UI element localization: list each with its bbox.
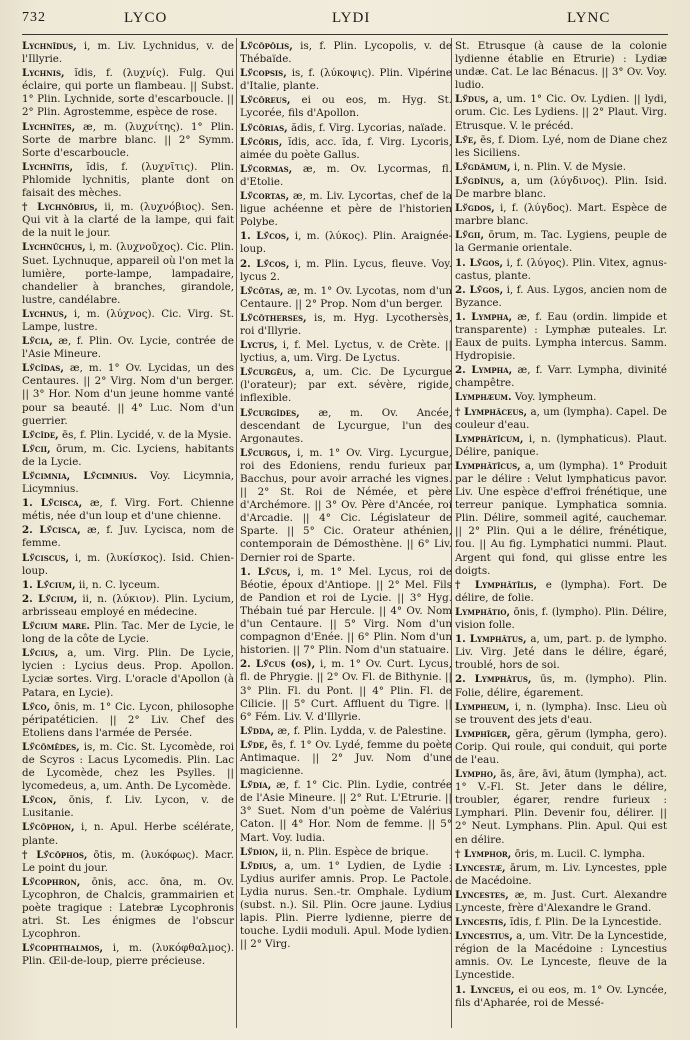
entry-definition: æ, f. Eau (ordin. limpide et transparente) : Lymphæ putealеs. Lr. Eaux de puits. Lympha intercus. Samm. Hydropisie. xyxy=(455,310,667,363)
entry-definition: ēs, f. 1° Ov. Lydé, femme du poète Antimaque. || 2° Juv. Nom d'une magicienne. xyxy=(240,738,452,778)
entry-headword: Lўcormas, xyxy=(240,162,293,175)
entry-headword: † Lўcŏphos, xyxy=(22,848,88,861)
entry-definition: i, f. (λύγδος). Mart. Espèce de marbre blanc. xyxy=(455,202,667,228)
entry-definition: ēs, f. Plin. Lycidé, v. de la Mysie. xyxy=(58,428,232,441)
dictionary-entry xyxy=(455,175,667,201)
entry-definition: a, um. Virg. Plin. De Lycie, lycien : Lycius deus. Prop. Apollon. Lyciæ sortes. Virg. L'oracle d'Apollon (à Patara, en Lycie). xyxy=(22,647,234,699)
column-divider xyxy=(236,38,237,1028)
entry-headword: 2. Lўcus (os), xyxy=(240,658,316,671)
entry-definition: æ, m. Liv. Lycortas, chef de la ligue achéenne et père de l'historien Polybe. xyxy=(240,190,452,229)
guide-word-middle: LYDI xyxy=(332,10,371,26)
dictionary-entry xyxy=(455,728,667,767)
dictionary-entry xyxy=(240,285,452,311)
dictionary-entry xyxy=(22,524,234,550)
dictionary-entry xyxy=(455,673,667,699)
entry-headword: † Lymphăceus, xyxy=(455,405,528,418)
entry-definition: æ, m. 1° Ov. Lycidas, un des Centaures. || 2° Virg. Nom d'un berger. || 3° Hor. Nom d'un jeune homme vanté pour sa beauté. || 4° Luc. Nom d'un guerrier. xyxy=(22,362,234,427)
dictionary-entry xyxy=(455,579,667,605)
entry-headword: 1. Lympha, xyxy=(455,310,513,323)
entry-definition: ĭdis, acc. ĭda, f. Virg. Lycoris, aimée du poète Gallus. xyxy=(240,135,452,161)
dictionary-entry xyxy=(455,93,667,132)
entry-headword: Lyncestæ, xyxy=(455,861,506,874)
dictionary-entry xyxy=(455,391,667,404)
dictionary-entry xyxy=(240,190,452,229)
entry-headword: Lychnīdus, xyxy=(22,40,77,52)
entry-headword: Lўcurgēus, xyxy=(240,366,297,379)
entry-headword: Lyncestis, xyxy=(455,916,507,929)
dictionary-entry xyxy=(22,821,234,847)
entry-headword: 1. Lўcos, xyxy=(240,230,290,243)
entry-definition: ōnis, m. 1° Cic. Lycon, philosophe péripatéticien. || 2° Liv. Chef des Etoliens dans l'armée de Persée. xyxy=(22,700,234,739)
column-right xyxy=(455,40,667,1011)
entry-headword: Lўcōrias, xyxy=(240,121,288,134)
dictionary-entry xyxy=(455,40,667,92)
entry-headword: 1. Lynceus, xyxy=(455,983,515,996)
entry-definition: i, m. 1° Mel. Lycus, roi de Béotie, époux d'Antiope. || 2° Mel. Fils de Pandion et roi de Lycie. || 3° Hyg. Thébain tué par Hercule. || 4° Ov. Nom d'un Centaure. || 5° Virg. Nom d'un compagnon d'Enée. || 6° Plin. Nom d'un historien. || 7° Plin. Nom d'un statuaire. xyxy=(240,565,452,657)
entry-headword: Lychnus, xyxy=(22,307,68,320)
dictionary-entry xyxy=(240,725,452,738)
entry-headword: 2. Lўgos, xyxy=(455,283,504,296)
entry-definition: ōtis, m. (λυκόφως). Macr. Le point du jour. xyxy=(22,848,234,874)
dictionary-entry xyxy=(22,579,234,592)
dictionary-entry xyxy=(240,846,452,859)
dictionary-entry xyxy=(455,862,667,888)
dictionary-entry xyxy=(455,202,667,228)
entry-definition: i, m. (λυκόφθαλμος). Plin. Œil-de-loup, pierre précieuse. xyxy=(22,942,234,968)
entry-definition: St. Etrusque (à cause de la colonie lydienne établie en Etrurie) : Lydiæ undæ. Cat. Le lac Bénacus. || 3° Ov. Voy. ludio. xyxy=(455,40,667,92)
entry-definition: is, m. Cic. St. Lycomède, roi de Scyros : Lacus Lycomedis. Plin. Lac de Lycomède, chez les Psylles. || lycomedeus, a, um. Anth. De Lycomède. xyxy=(22,740,234,793)
entry-definition: i, f. (λύγος). Plin. Vitex, agnus-castus, plante. xyxy=(455,256,667,282)
entry-definition: is, f. (λύκοψις). Plin. Vipérine d'Italie, plante. xyxy=(240,67,452,93)
entry-headword: Lўe, xyxy=(455,133,477,146)
entry-headword: Lymphātio, xyxy=(455,605,511,618)
entry-headword: Lўcius, xyxy=(22,647,59,660)
entry-headword: 2. Lymphātus, xyxy=(455,673,532,686)
entry-headword: Lўcŏphon, xyxy=(22,821,75,834)
entry-definition: ii, n. C. lyceum. xyxy=(75,578,160,591)
entry-definition: i, f. Mel. Lyctus, v. de Crète. || lyctius, a, um. Virg. De Lyctus. xyxy=(240,339,452,365)
entry-headword: † Lymphātĭlis, xyxy=(455,578,538,591)
dictionary-entry xyxy=(240,122,452,135)
dictionary-entry xyxy=(455,633,667,672)
entry-definition: ōnis, f. (lympho). Plin. Délire, vision folle. xyxy=(455,605,667,632)
entry-headword: Lўdius, xyxy=(240,859,278,872)
entry-definition: ōrum, m. Tac. Lygiens, peuple de la Germanie orientale. xyxy=(455,229,667,255)
entry-headword: Lyncestes, xyxy=(455,888,509,901)
entry-definition: ēs, f. Diom. Lyé, nom de Diane chez les Siciliens. xyxy=(455,133,667,159)
dictionary-entry xyxy=(22,470,234,496)
entry-headword: Lўgii, xyxy=(455,229,485,242)
dictionary-entry xyxy=(455,848,667,861)
entry-definition: ōrum, m. Cic. Lyciens, habitants de la Lycie. xyxy=(22,442,234,468)
dictionary-entry xyxy=(455,916,667,929)
dictionary-entry xyxy=(240,566,452,658)
entry-headword: Lympho, xyxy=(455,768,497,781)
entry-definition: a, um. 1° Cic. Ov. Lydien. || lydi, orum. Cic. Les Lydiens. || 2° Plaut. Virg. Etrusque. V. le précéd. xyxy=(455,93,667,132)
dictionary-entry xyxy=(22,647,234,699)
page-number: 732 xyxy=(22,10,46,25)
entry-headword: Lўcophron, xyxy=(22,875,81,888)
entry-definition: e (lympha). Fort. De délire, de folie. xyxy=(455,578,667,604)
dictionary-entry xyxy=(22,620,234,646)
entry-definition: i, f. Aus. Lygos, ancien nom de Byzance. xyxy=(455,283,667,309)
entry-headword: Lўcurgus, xyxy=(240,446,292,459)
header-rule xyxy=(22,34,668,35)
entry-definition: i, m. (λύκος). Plin. Araignée-loup. xyxy=(240,230,452,256)
dictionary-entry xyxy=(22,552,234,578)
entry-definition: æ, f. Virg. Fort. Chienne métis, née d'un loup et d'une chienne. xyxy=(22,497,234,523)
dictionary-entry xyxy=(22,362,234,427)
entry-headword: Lўcopsis, xyxy=(240,67,287,80)
entry-headword: 2. Lympha, xyxy=(455,364,513,377)
dictionary-entry xyxy=(455,364,667,390)
entry-headword: Lymphĭger, xyxy=(455,727,511,740)
entry-definition: is, f. Plin. Lycopolis, v. de Thébaïde. xyxy=(240,40,452,66)
entry-definition: ei ou eos, m. Hyg. St. Lycorée, fils d'Apollon. xyxy=(240,94,452,120)
entry-definition: i, n. (lympha). Insc. Lieu où se trouvent des jets d'eau. xyxy=(455,700,667,726)
entry-definition: ĭdis, f. Plin. De la Lyncestide. xyxy=(506,916,662,929)
dictionary-entry xyxy=(22,876,234,941)
guide-word-right: LYNC xyxy=(567,10,611,26)
dictionary-entry xyxy=(240,230,452,256)
running-header xyxy=(22,10,668,32)
dictionary-entry xyxy=(240,40,452,66)
entry-headword: Lўcōtas, xyxy=(240,284,284,297)
entry-definition: ĭdis, f. (λυχνίς). Fulg. Qui éclaire, qui porte un flambeau. || Subst. 1° Plin. Lychnide, sorte d'escarboucle. || 2° Plin. Agrostemme, espèce de rose. xyxy=(22,67,234,119)
entry-definition: æ, m. (λυχνίτης). 1° Plin. Sorte de marbre blanc. || 2° Symm. Sorte d'escarboucle. xyxy=(22,120,234,159)
entry-definition: æ, m. Ov. Ancée, descendant de Lycurgue, l'un des Argonautes. xyxy=(240,406,452,445)
dictionary-entry xyxy=(455,701,667,727)
entry-headword: Lўdus, xyxy=(455,93,489,106)
entry-headword: Lўcium mare. xyxy=(22,620,90,633)
dictionary-entry xyxy=(22,40,234,66)
entry-definition: Voy. Licymnia, Licymnius. xyxy=(22,470,234,496)
entry-headword: † Lymphor, xyxy=(455,847,512,860)
dictionary-entry xyxy=(22,497,234,523)
entry-definition: gĕra, gĕrum (lympha, gero). Corip. Qui roule, qui conduit, qui porte de l'eau. xyxy=(455,727,667,766)
entry-definition: i, m. Liv. Lychnidus, v. de l'Illyrie. xyxy=(22,40,234,66)
entry-definition: ădis, f. Virg. Lycorias, naïade. xyxy=(287,121,447,134)
entry-headword: 1. Lymphātus, xyxy=(455,633,527,646)
entry-definition: æ, f. Juv. Lycisca, nom de femme. xyxy=(22,524,234,550)
dictionary-entry xyxy=(22,121,234,160)
entry-definition: ōnis, acc. ōna, m. Ov. Lycophron, de Chalcis, grammairien et poète tragique : Latebræ Lycophronis atri. St. Les énigmes de l'obscur Lycophron. xyxy=(22,875,234,941)
entry-headword: Lўgdos, xyxy=(455,202,495,215)
entry-headword: Lўgdĭnus, xyxy=(455,174,505,187)
dictionary-entry xyxy=(22,335,234,361)
dictionary-entry xyxy=(22,67,234,119)
entry-headword: Lўde, xyxy=(240,738,268,751)
entry-headword: Lychnītis, xyxy=(22,160,74,173)
entry-headword: Lymphātĭcum, xyxy=(455,432,524,445)
entry-headword: 2. Lўcisca, xyxy=(22,524,81,537)
dictionary-entry xyxy=(22,443,234,469)
entry-headword: † Lychnŏbius, xyxy=(22,201,98,214)
entry-definition: ĭdis, f. (λυχνῖτις). Plin. Phlomide lychnitis, plante dont on faisait des mèches. xyxy=(22,160,234,200)
dictionary-entry xyxy=(240,366,452,405)
dictionary-entry xyxy=(22,701,234,740)
entry-headword: 2. Lўcium, xyxy=(22,592,78,605)
entry-headword: 2. Lўcos, xyxy=(240,257,290,270)
entry-definition: ei ou eos, m. 1° Ov. Lyncée, fils d'Apharée, roi de Messé- xyxy=(455,983,667,1009)
dictionary-entry xyxy=(240,447,452,565)
entry-definition: i, n. Plin. V. de Mysie. xyxy=(510,160,627,173)
dictionary-entry xyxy=(22,161,234,200)
entry-definition: i, m. Plin. Lycus, fleuve. Voy. lycus 2. xyxy=(240,257,452,283)
dictionary-entry xyxy=(455,284,667,310)
entry-definition: a, um. Vitr. De la Lyncestide, région de la Macédoine : Lyncestius amnis. Ov. Le Lynceste, fleuve de la Lyncestide. xyxy=(455,930,667,982)
entry-headword: Lўcimnia, Lўcimnius. xyxy=(22,470,138,482)
entry-definition: æ, f. Plin. Lydda, v. de Palestine. xyxy=(274,724,447,737)
entry-headword: Lўciscus, xyxy=(22,551,70,564)
dictionary-entry xyxy=(240,658,452,723)
entry-definition: æ, m. 1° Ov. Lycotas, nom d'un Centaure. || 2° Prop. Nom d'un berger. xyxy=(240,284,452,310)
dictionary-entry xyxy=(240,739,452,778)
dictionary-entry xyxy=(240,779,452,844)
entry-definition: ās, āre, āvi, ātum (lympha), act. 1° V.-Fl. St. Jeter dans le délire, troubler, égarer, rendre furieux : Lymphari. Plin. Devenir fou, délirer. || 2° Neut. Lymphans. Plin. Apul. Qui est en délire. xyxy=(455,768,667,846)
guide-word-left: LYCO xyxy=(124,10,168,26)
entry-definition: i, m. 1° Ov. Virg. Lycurgue, roi des Edoniens, rendu furieux par Bacchus, pour avoir arraché les vignes. || 2° St. Roi de Némée, et père d'Archémore. || 3° Ov. Père d'Ancée, roi d'Arcadie. || 4° Cic. Législateur de Sparte. || 5° Cic. Orateur athénien, contemporain de Démosthène. || 6° Liv. Dernier roi de Sparte. xyxy=(240,446,452,564)
entry-headword: Lymphātĭcus, xyxy=(455,459,521,472)
dictionary-entry xyxy=(240,136,452,162)
dictionary-entry xyxy=(240,94,452,120)
entry-headword: Lyncestius, xyxy=(455,930,513,943)
entry-definition: ūs, m. (lympho). Plin. Folie, délire, égarement. xyxy=(455,673,668,699)
entry-headword: Lўcōreus, xyxy=(240,94,291,107)
entry-definition: æ, f. Varr. Lympha, divinité champêtre. xyxy=(455,364,667,390)
entry-headword: Lyctus, xyxy=(240,339,278,352)
dictionary-entry xyxy=(22,593,234,619)
dictionary-entry xyxy=(455,161,667,174)
entry-headword: Lympheum, xyxy=(455,700,510,713)
entry-definition: a, um, part. p. de lympho. Liv. Virg. Jeté dans le délire, égaré, troublé, hors de soi. xyxy=(455,633,667,672)
dictionary-entry xyxy=(240,407,452,446)
entry-definition: a, um (lympha). 1° Produit par le délire : Velut lymphaticus pavor. Liv. Une espèce d'effroi frénétique, une terreur panique. Lymphatica somnia. Plin. Délire, sommeil agité, cauchemar. || 2° Plin. Qui a le délire, frénétique, fou. || Au fig. Lymphatici nummi. Plaut. Argent qui fond, qui glisse entre les doigts. xyxy=(455,459,667,577)
dictionary-entry xyxy=(455,889,667,915)
entry-headword: 1. Lўcisca, xyxy=(22,497,83,510)
entry-headword: 1. Lўcium, xyxy=(22,578,76,591)
dictionary-entry xyxy=(240,163,452,189)
entry-headword: Lўcii, xyxy=(22,442,51,455)
dictionary-entry xyxy=(22,942,234,968)
entry-headword: Lўdda, xyxy=(240,724,275,737)
dictionary-entry xyxy=(455,406,667,432)
dictionary-entry xyxy=(455,930,667,982)
entry-headword: Lўdion, xyxy=(240,845,279,858)
dictionary-entry xyxy=(455,984,667,1010)
dictionary-entry xyxy=(455,606,667,632)
entry-definition: i, m. (λυχνοῦχος). Cic. Plin. Suet. Lychnuque, appareil où l'on met la lumière, porte-lampe, lampadaire, chandelier à branches, girandole, lustre, candélabre. xyxy=(22,241,234,306)
dictionary-entry xyxy=(22,429,234,442)
entry-headword: Lўcĭdas, xyxy=(22,362,64,375)
dictionary-entry xyxy=(455,257,667,283)
entry-headword: Lўcon, xyxy=(22,794,57,807)
entry-headword: Lўgdămum, xyxy=(455,160,511,173)
entry-definition: æ, f. Plin. Ov. Lycie, contrée de l'Asie Mineure. xyxy=(22,335,234,361)
entry-headword: Lўcophthalmos, xyxy=(22,942,104,955)
entry-definition: a, um (lympha). Capel. De couleur d'eau. xyxy=(455,405,667,431)
entry-definition: a, um. 1° Lydien, de Lydie : Lydius aurifer amnis. Prop. Le Pactole. Lydia nurus. Sen.-tr. Omphale. Lydium (subst. n.). Sil. Plin. Ocre jaune. Lydius lapis. Plin. Pierre lydienne, pierre de touche. Lydii moduli. Apul. Mode lydien. || 2° Virg. xyxy=(240,859,452,951)
entry-definition: æ, f. 1° Cic. Plin. Lydie, contrée de l'Asie Mineure. || 2° Rut. L'Etrurie. || 3° Suet. Nom d'un poème de Valérius Caton. || 4° Hor. Nom de femme. || 5° Mart. Voy. ludia. xyxy=(240,779,452,844)
entry-definition: i, m. (λύχνος). Cic. Virg. St. Lampe, lustre. xyxy=(22,307,234,333)
entry-definition: a, um (λύγδινος). Plin. Isid. De marbre blanc. xyxy=(455,174,667,201)
dictionary-entry xyxy=(240,258,452,284)
entry-headword: Lўcĭde, xyxy=(22,428,59,441)
dictionary-entry xyxy=(22,741,234,793)
entry-definition: i, n. (lymphaticus). Plaut. Délire, panique. xyxy=(455,432,667,458)
dictionary-entry xyxy=(240,312,452,338)
entry-definition: ii, m. (λυχνόβιος). Sen. Qui vit à la clarté de la lampe, qui fait de la nuit le jour. xyxy=(22,201,234,240)
entry-definition: ārum, m. Liv. Lyncestes, pple de Macédoine. xyxy=(455,861,667,887)
entry-definition: æ, m. Ov. Lycormas, fl. d'Etolie. xyxy=(240,162,452,188)
entry-definition: ōris, m. Lucil. C. lympha. xyxy=(511,847,646,860)
entry-headword: Lўdia, xyxy=(240,779,272,792)
dictionary-entry xyxy=(240,67,452,93)
dictionary-entry xyxy=(455,768,667,847)
dictionary-entry xyxy=(22,849,234,875)
entry-headword: Lўcŏmēdes, xyxy=(22,740,80,753)
dictionary-entry xyxy=(22,794,234,820)
entry-definition: ii, n. (λύκιον). Plin. Lycium, arbrisseau employé en médecine. xyxy=(22,592,234,618)
entry-definition: ii, n. Plin. Espèce de brique. xyxy=(278,845,429,858)
dictionary-entry xyxy=(240,860,452,952)
dictionary-entry xyxy=(455,433,667,459)
entry-headword: 1. Lўgos, xyxy=(455,256,504,269)
dictionary-entry xyxy=(455,134,667,160)
entry-definition: Voy. lympheum. xyxy=(511,391,597,404)
dictionary-entry xyxy=(455,311,667,363)
entry-headword: Lўco, xyxy=(22,700,51,713)
entry-definition: is, m. Hyg. Lycothersès, roi d'Illyrie. xyxy=(240,311,452,337)
dictionary-entry xyxy=(22,241,234,306)
entry-definition: Plin. Tac. Mer de Lycie, le long de la côte de Lycie. xyxy=(22,620,234,646)
entry-headword: Lychnūchus, xyxy=(22,241,86,254)
entry-headword: 1. Lўcus, xyxy=(240,565,291,578)
entry-headword: Lychnītes, xyxy=(22,120,76,133)
entry-definition: æ, m. Just. Curt. Alexandre Lynceste, frère d'Alexandre le Grand. xyxy=(455,888,667,914)
entry-definition: i, m. 1° Ov. Curt. Lycus, fl. de Phrygie. || 2° Ov. Fl. de Bithynie. || 3° Plin. Fl. du Pont. || 4° Plin. Fl. de Cilicie. || 5° Curt. Affluent du Tigre. || 6° Fém. Liv. V. d'Illyrie. xyxy=(240,658,452,723)
entry-headword: Lўcurgĭdes, xyxy=(240,406,300,419)
column-middle xyxy=(240,40,452,952)
dictionary-entry xyxy=(455,460,667,578)
entry-definition: ōnis, f. Liv. Lycon, v. de Lusitanie. xyxy=(22,794,234,820)
dictionary-entry xyxy=(240,339,452,365)
entry-headword: Lўcortas, xyxy=(240,190,290,203)
entry-headword: Lўcŏtherses, xyxy=(240,311,307,324)
entry-definition: a, um. Cic. De Lycurgue (l'orateur); par ext. sévère, rigide, inflexible. xyxy=(240,366,452,405)
entry-headword: Lўcōris, xyxy=(240,135,283,148)
entry-headword: Lўcia, xyxy=(22,335,53,348)
entry-definition: i, n. Apul. Herbe scélérate, plante. xyxy=(22,821,234,847)
entry-headword: Lymphæum. xyxy=(455,391,512,404)
column-left xyxy=(22,40,234,969)
dictionary-entry xyxy=(22,201,234,240)
entry-headword: Lychnis, xyxy=(22,67,65,80)
dictionary-entry xyxy=(455,229,667,255)
dictionary-entry xyxy=(22,308,234,334)
entry-headword: Lўcŏpŏlis, xyxy=(240,40,293,52)
entry-definition: i, m. (λυκίσκος). Isid. Chien-loup. xyxy=(22,551,234,577)
